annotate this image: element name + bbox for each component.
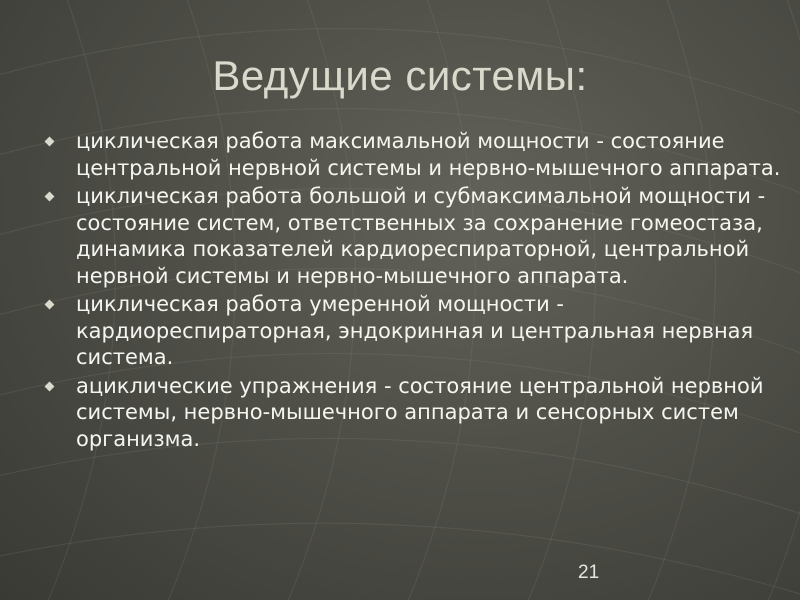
bullet-list bbox=[42, 128, 782, 454]
bullet-text: циклическая работа максимальной мощности - состояние центральной нервной системы и нервно-мышечного аппарата. bbox=[76, 129, 781, 180]
bullet-text: ациклические упражнения - состояние центральной нервной системы, нервно-мышечного аппарата и сенсорных систем организма. bbox=[76, 373, 764, 451]
bullet-item bbox=[42, 183, 782, 289]
bullet-item bbox=[42, 291, 782, 371]
bullet-item bbox=[42, 128, 782, 181]
diamond-bullet-icon bbox=[45, 381, 55, 391]
diamond-bullet-icon bbox=[45, 300, 55, 310]
bullet-text: циклическая работа умеренной мощности - кардиореспираторная, эндокринная и центральная нервная система. bbox=[76, 292, 754, 369]
diamond-bullet-icon bbox=[45, 192, 55, 202]
bullet-item bbox=[42, 373, 782, 453]
diamond-bullet-icon bbox=[45, 137, 55, 147]
slide-title: Ведущие системы: bbox=[212, 52, 588, 99]
bullet-text: циклическая работа большой и субмаксимальной мощности - состояние систем, ответственных за сохранение гомеостаза, динамика показателей кардиореспираторной, центральной нервной системы и нервно-мышечного аппарата. bbox=[76, 184, 766, 288]
slide-number: 21 bbox=[578, 562, 600, 583]
